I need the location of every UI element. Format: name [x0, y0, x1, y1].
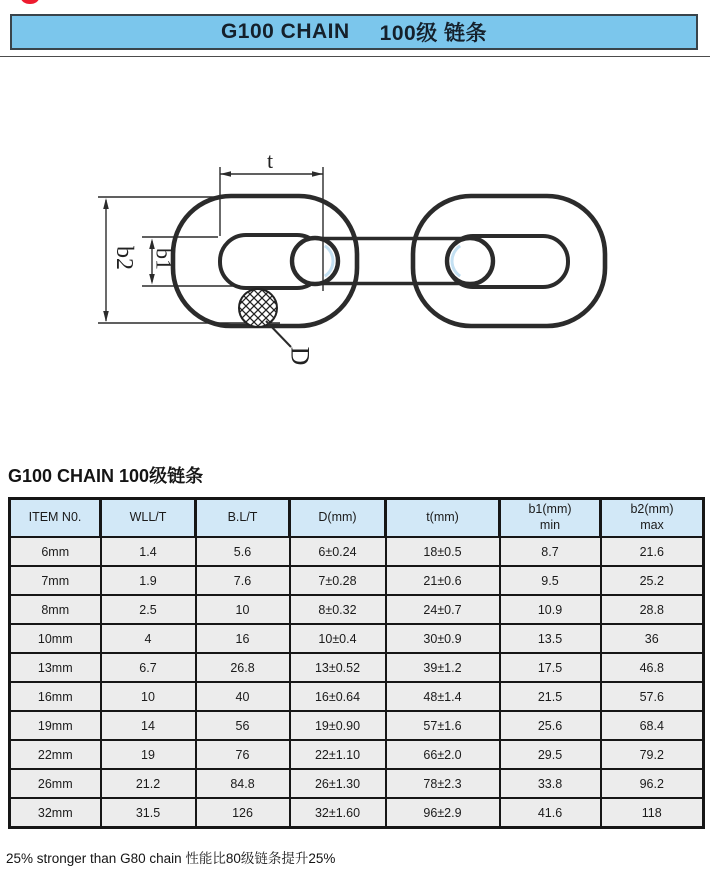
value-cell: 30±0.9 — [386, 624, 500, 653]
item-size-cell: 7mm — [10, 566, 101, 595]
value-cell: 1.4 — [101, 537, 196, 566]
value-cell: 9.5 — [500, 566, 601, 595]
chain-links — [173, 196, 605, 326]
dim-label-b2: b2 — [111, 246, 137, 270]
value-cell: 40 — [196, 682, 290, 711]
value-cell: 21.6 — [601, 537, 704, 566]
value-cell: 4 — [101, 624, 196, 653]
col-header-item-no: ITEM N0. — [10, 499, 101, 538]
value-cell: 5.6 — [196, 537, 290, 566]
dim-label-t: t — [266, 148, 274, 173]
spec-table — [8, 497, 705, 829]
value-cell: 79.2 — [601, 740, 704, 769]
value-cell: 96.2 — [601, 769, 704, 798]
value-cell: 96±2.9 — [386, 798, 500, 828]
value-cell: 57±1.6 — [386, 711, 500, 740]
wire-cross-sections — [292, 238, 493, 284]
value-cell: 66±2.0 — [386, 740, 500, 769]
value-cell: 76 — [196, 740, 290, 769]
table-row — [10, 595, 704, 624]
value-cell: 68.4 — [601, 711, 704, 740]
value-cell: 33.8 — [500, 769, 601, 798]
value-cell: 16 — [196, 624, 290, 653]
table-row — [10, 566, 704, 595]
value-cell: 6.7 — [101, 653, 196, 682]
item-size-cell: 13mm — [10, 653, 101, 682]
col-header-b2: b2(mm) max — [601, 499, 704, 538]
value-cell: 39±1.2 — [386, 653, 500, 682]
value-cell: 8±0.32 — [290, 595, 386, 624]
item-size-cell: 10mm — [10, 624, 101, 653]
item-size-cell: 19mm — [10, 711, 101, 740]
dimension-lines — [98, 167, 323, 323]
value-cell: 8.7 — [500, 537, 601, 566]
value-cell: 26.8 — [196, 653, 290, 682]
value-cell: 18±0.5 — [386, 537, 500, 566]
value-cell: 14 — [101, 711, 196, 740]
value-cell: 31.5 — [101, 798, 196, 828]
value-cell: 13±0.52 — [290, 653, 386, 682]
value-cell: 19 — [101, 740, 196, 769]
value-cell: 6±0.24 — [290, 537, 386, 566]
col-header-d: D(mm) — [290, 499, 386, 538]
item-size-cell: 22mm — [10, 740, 101, 769]
value-cell: 21.2 — [101, 769, 196, 798]
table-row — [10, 798, 704, 828]
header-row — [10, 499, 704, 538]
value-cell: 21±0.6 — [386, 566, 500, 595]
right-link-outline — [413, 196, 605, 326]
value-cell: 13.5 — [500, 624, 601, 653]
item-size-cell: 16mm — [10, 682, 101, 711]
value-cell: 28.8 — [601, 595, 704, 624]
value-cell: 1.9 — [101, 566, 196, 595]
dim-label-b1: b1 — [151, 248, 177, 270]
value-cell: 36 — [601, 624, 704, 653]
value-cell: 24±0.7 — [386, 595, 500, 624]
value-cell: 118 — [601, 798, 704, 828]
value-cell: 16±0.64 — [290, 682, 386, 711]
value-cell: 126 — [196, 798, 290, 828]
item-size-cell: 32mm — [10, 798, 101, 828]
wire-section-hatched — [239, 289, 277, 327]
table-row — [10, 769, 704, 798]
table-row — [10, 682, 704, 711]
value-cell: 21.5 — [500, 682, 601, 711]
table-body — [10, 537, 704, 828]
value-cell: 84.8 — [196, 769, 290, 798]
col-header-b1: b1(mm) min — [500, 499, 601, 538]
table-row — [10, 653, 704, 682]
table-row — [10, 537, 704, 566]
value-cell: 7±0.28 — [290, 566, 386, 595]
table-row — [10, 740, 704, 769]
value-cell: 25.6 — [500, 711, 601, 740]
value-cell: 19±0.90 — [290, 711, 386, 740]
value-cell: 2.5 — [101, 595, 196, 624]
value-cell: 7.6 — [196, 566, 290, 595]
item-size-cell: 6mm — [10, 537, 101, 566]
value-cell: 10±0.4 — [290, 624, 386, 653]
item-size-cell: 26mm — [10, 769, 101, 798]
col-header-wll: WLL/T — [101, 499, 196, 538]
value-cell: 17.5 — [500, 653, 601, 682]
value-cell: 25.2 — [601, 566, 704, 595]
value-cell: 41.6 — [500, 798, 601, 828]
dim-label-d: D — [285, 346, 315, 366]
value-cell: 10 — [101, 682, 196, 711]
footnote: 25% stronger than G80 chain 性能比80级链条提升25% — [6, 851, 336, 866]
chain-dimension-diagram — [0, 0, 710, 420]
table-row — [10, 711, 704, 740]
value-cell: 10 — [196, 595, 290, 624]
value-cell: 48±1.4 — [386, 682, 500, 711]
col-header-bl: B.L/T — [196, 499, 290, 538]
value-cell: 78±2.3 — [386, 769, 500, 798]
value-cell: 57.6 — [601, 682, 704, 711]
value-cell: 10.9 — [500, 595, 601, 624]
value-cell: 26±1.30 — [290, 769, 386, 798]
banner-title-en: G100 CHAIN — [220, 20, 350, 43]
item-size-cell: 8mm — [10, 595, 101, 624]
col-header-t: t(mm) — [386, 499, 500, 538]
banner-title-cn: 100级 链条 — [379, 22, 488, 45]
value-cell: 46.8 — [601, 653, 704, 682]
value-cell: 56 — [196, 711, 290, 740]
value-cell: 32±1.60 — [290, 798, 386, 828]
value-cell: 29.5 — [500, 740, 601, 769]
table-row — [10, 624, 704, 653]
value-cell: 22±1.10 — [290, 740, 386, 769]
section-title: G100 CHAIN 100级链条 — [8, 466, 204, 486]
